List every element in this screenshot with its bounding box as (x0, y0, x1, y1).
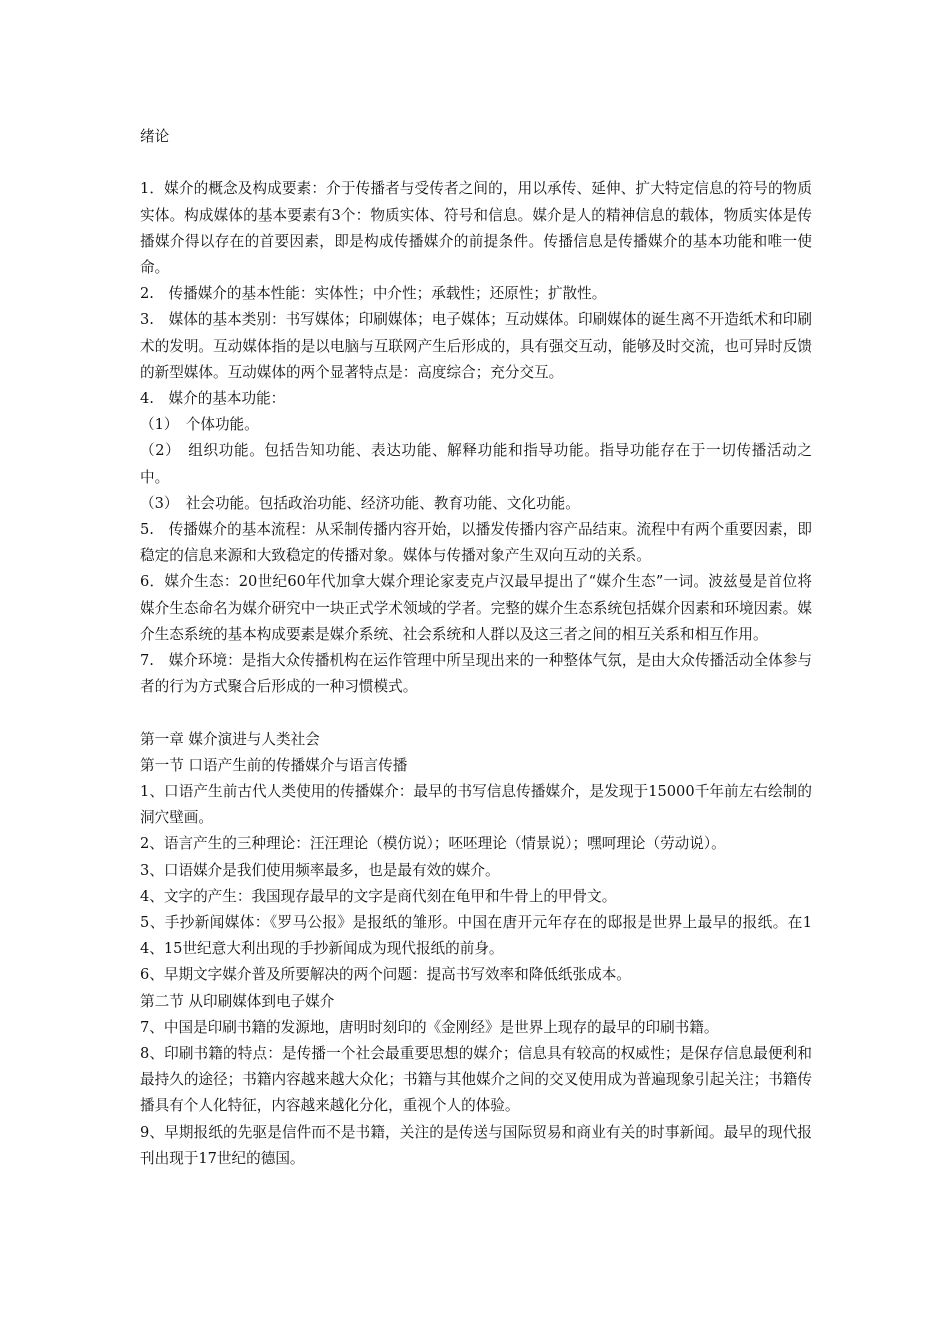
document-page (140, 124, 812, 1172)
section-1-item: 2、语言产生的三种理论：汪汪理论（模仿说）；呸呸理论（情景说）；嘿呵理论（劳动说）。 (140, 835, 726, 853)
intro-paragraph-5: 5. 传播媒介的基本流程：从采制传播内容开始，以播发传播内容产品结束。流程中有两个重要因素，即稳定的信息来源和大致稳定的传播对象。媒体与传播对象产生双向互动的关系。 (140, 521, 812, 565)
intro-paragraph-2: 2. 传播媒介的基本性能：实体性；中介性；承载性；还原性；扩散性。 (140, 285, 607, 303)
intro-title: 绪论 (140, 128, 170, 145)
spacer (140, 150, 812, 176)
intro-paragraph-4-1: （1） 个体功能。 (140, 416, 259, 434)
section-2-title: 第二节 从印刷媒体到电子媒介 (140, 992, 335, 1010)
section-2-item: 7、中国是印刷书籍的发源地，唐明时刻印的《金刚经》是世界上现存的最早的印刷书籍。 (140, 1018, 719, 1036)
intro-paragraph-4-3: （3） 社会功能。包括政治功能、经济功能、教育功能、文化功能。 (140, 494, 580, 512)
intro-paragraph-3: 3. 媒体的基本类别：书写媒体；印刷媒体；电子媒体；互动媒体。印刷媒体的诞生离不开造纸术和印刷术的发明。互动媒体指的是以电脑与互联网产生后形成的，具有强交互动，能够及时交流，也可异时反馈的新型媒体。互动媒体的两个显著特点是：高度综合；充分交互。 (140, 311, 812, 381)
section-2-item: 8、印刷书籍的特点：是传播一个社会最重要思想的媒介；信息具有较高的权威性；是保存信息最便利和最持久的途径；书籍内容越来越大众化；书籍与其他媒介之间的交叉使用成为普遍现象引起关注；书籍传播具有个人化特征，内容越来越化分化，重视个人的体验。 (140, 1045, 812, 1115)
section-1-title: 第一节 口语产生前的传播媒介与语言传播 (140, 756, 408, 774)
intro-paragraph-1: 1．媒介的概念及构成要素：介于传播者与受传者之间的，用以承传、延伸、扩大特定信息的符号的物质实体。构成媒体的基本要素有3个：物质实体、符号和信息。媒介是人的精神信息的载体，物质实体是传播媒介得以存在的首要因素，即是构成传播媒介的前提条件。传播信息是传播媒介的基本功能和唯一使命。 (140, 180, 812, 276)
section-2-item: 9、早期报纸的先驱是信件而不是书籍，关注的是传送与国际贸易和商业有关的时事新闻。最早的现代报刊出现于17世纪的德国。 (140, 1123, 812, 1167)
section-1-item: 1、口语产生前古代人类使用的传播媒介：最早的书写信息传播媒介，是发现于15000千年前左右绘制的洞穴壁画。 (140, 783, 812, 827)
section-1-item: 4、文字的产生：我国现存最早的文字是商代刻在龟甲和牛骨上的甲骨文。 (140, 887, 617, 905)
intro-paragraph-4: 4. 媒介的基本功能： (140, 390, 286, 408)
intro-paragraph-4-2: （2） 组织功能。包括告知功能、表达功能、解释功能和指导功能。指导功能存在于一切传播活动之中。 (140, 442, 812, 486)
chapter-title: 第一章 媒介演进与人类社会 (140, 730, 320, 748)
intro-paragraph-7: 7. 媒介环境：是指大众传播机构在运作管理中所呈现出来的一种整体气氛，是由大众传播活动全体参与者的行为方式聚合后形成的一种习惯模式。 (140, 652, 812, 696)
section-1-item: 5、手抄新闻媒体：《罗马公报》是报纸的雏形。中国在唐开元年存在的邸报是世界上最早的报纸。在14、15世纪意大利出现的手抄新闻成为现代报纸的前身。 (140, 914, 812, 958)
spacer (140, 700, 812, 726)
intro-paragraph-6: 6．媒介生态：20世纪60年代加拿大媒介理论家麦克卢汉最早提出了“媒介生态”一词。波兹曼是首位将媒介生态命名为媒介研究中一块正式学术领域的学者。完整的媒介生态系统包括媒介因素和环境因素。媒介生态系统的基本构成要素是媒介系统、社会系统和人群以及这三者之间的相互关系和相互作用。 (140, 573, 812, 643)
section-1-item: 6、早期文字媒介普及所要解决的两个问题：提高书写效率和降低纸张成本。 (140, 966, 631, 984)
section-1-item: 3、口语媒介是我们使用频率最多，也是最有效的媒介。 (140, 861, 500, 879)
